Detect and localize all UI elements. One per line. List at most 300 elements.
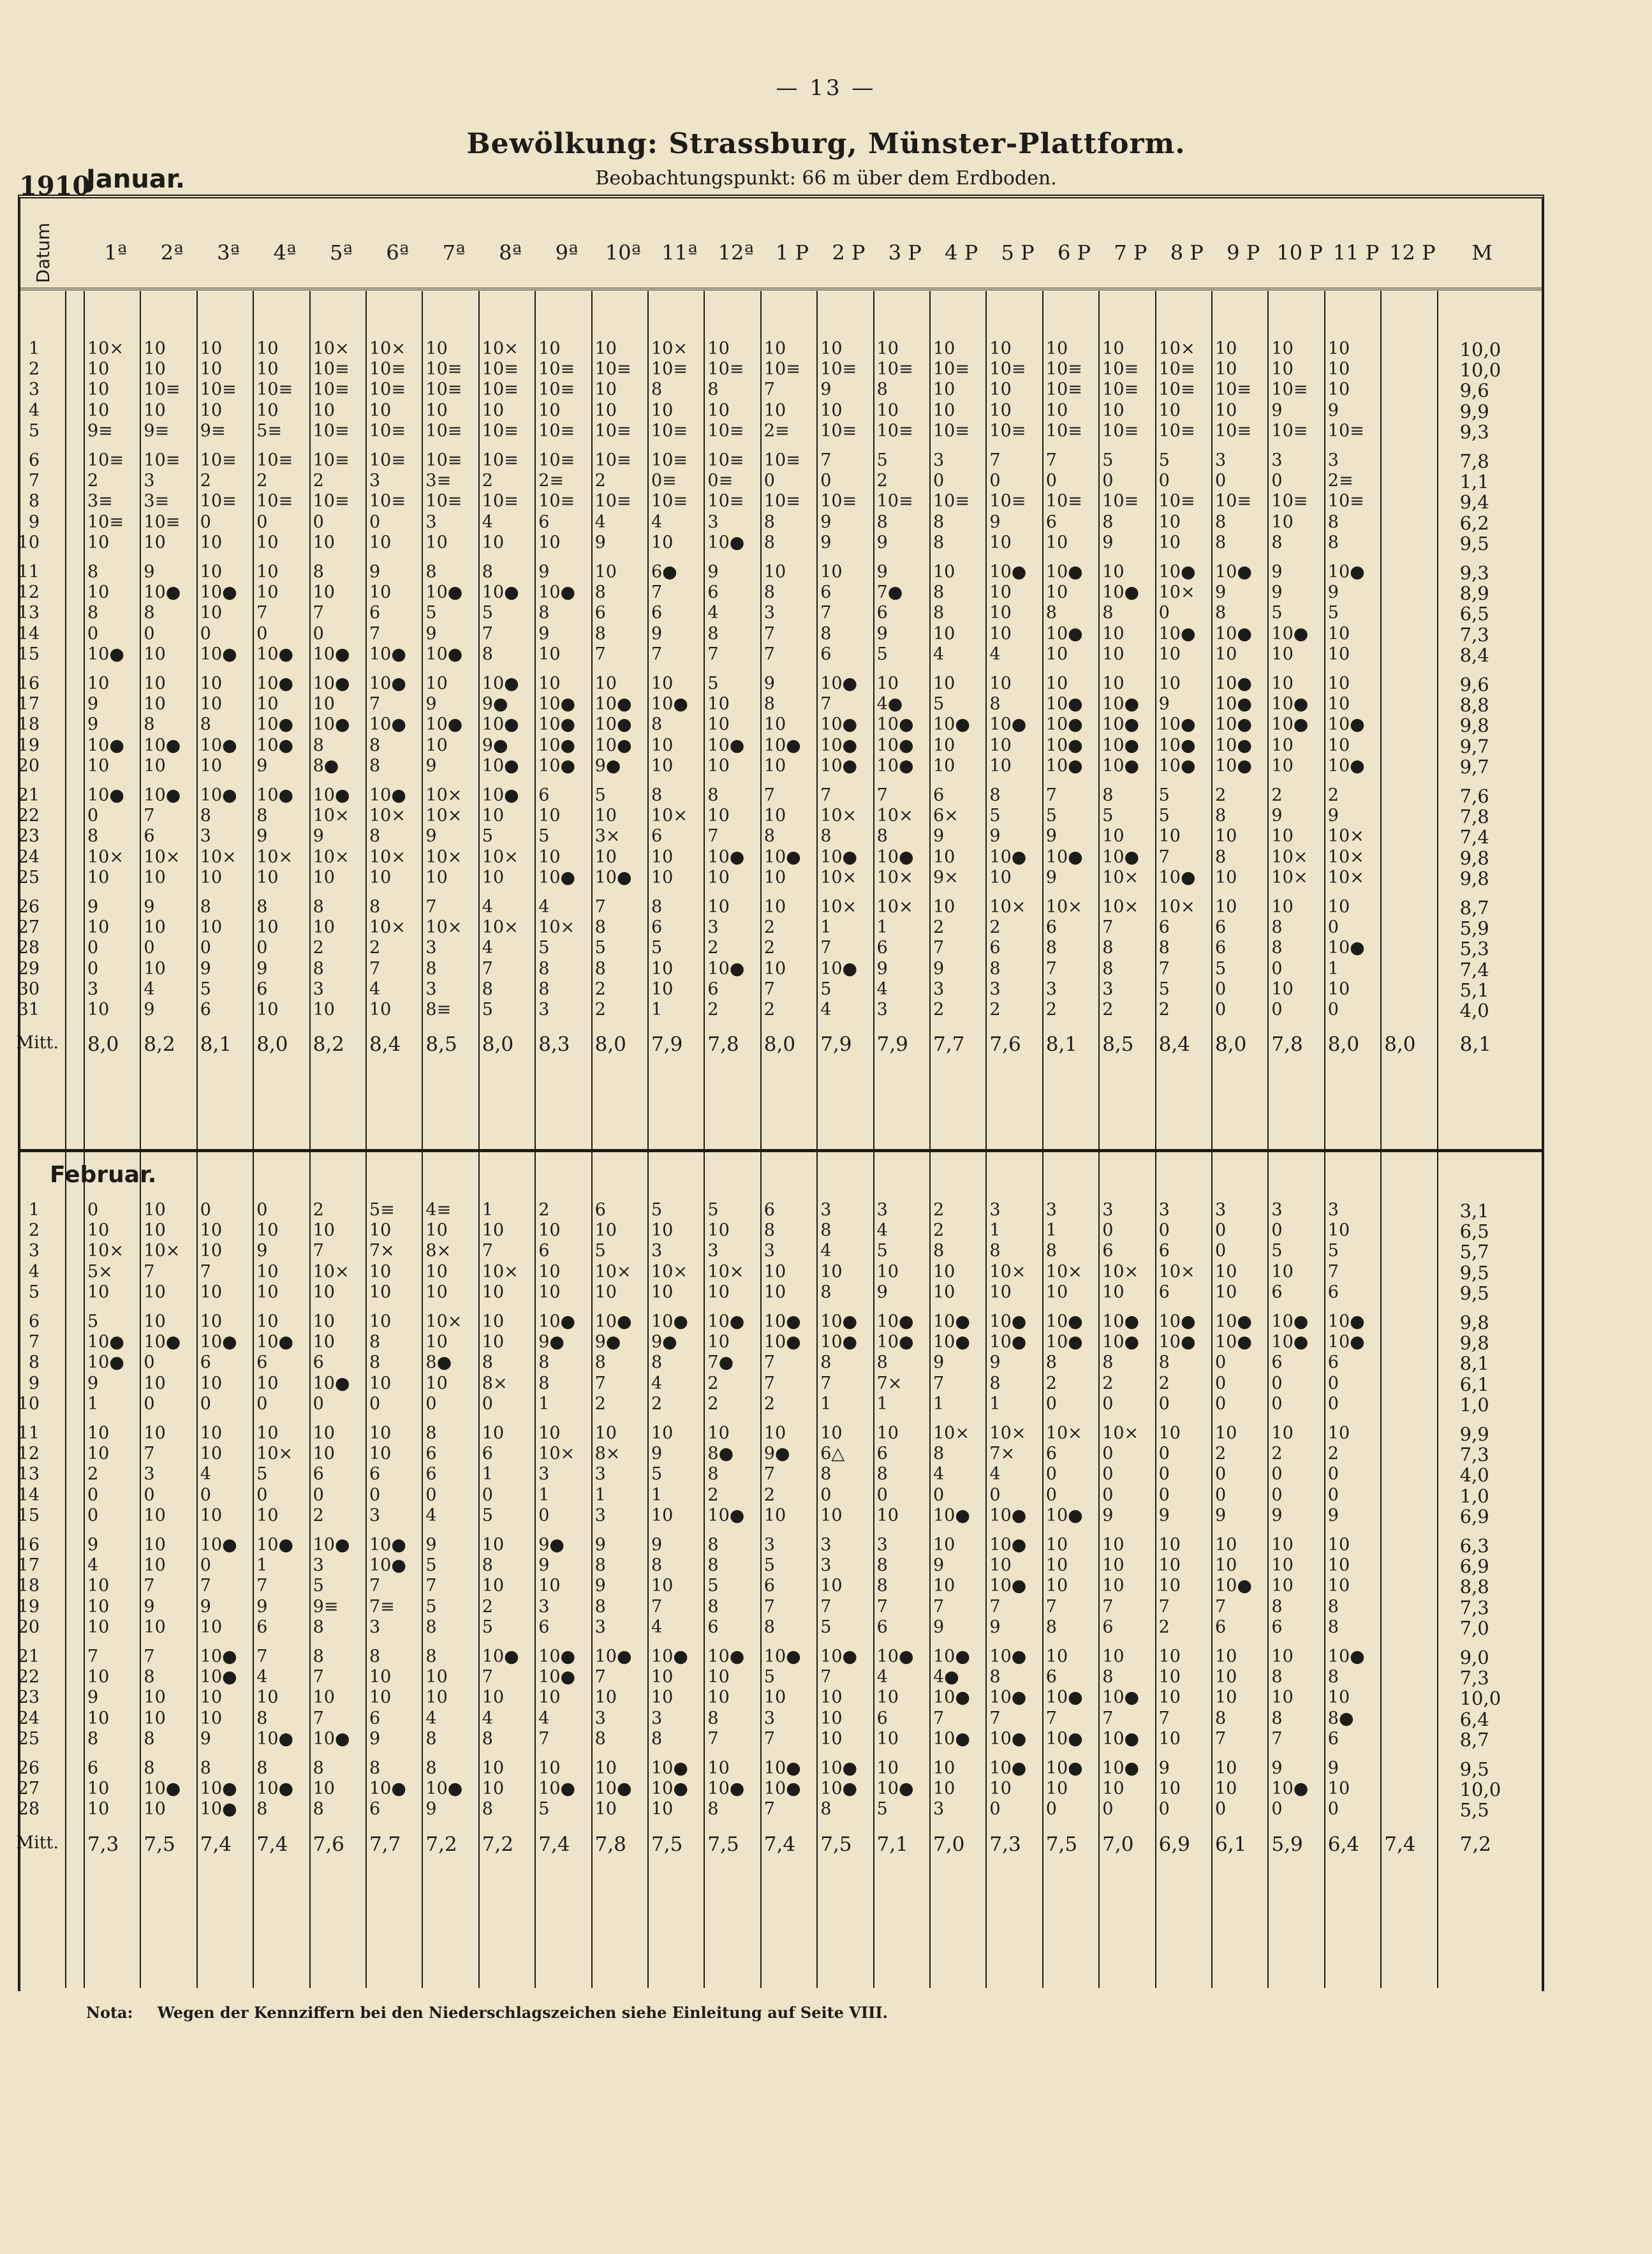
daily-mean: 8,1	[1459, 1353, 1489, 1375]
cloud-value: 10	[594, 1220, 617, 1241]
cloud-value: 8×	[425, 1241, 452, 1261]
table-row	[17, 644, 1542, 666]
cloud-value: 10≡	[538, 380, 575, 400]
cloud-value: 2	[933, 917, 945, 938]
cloud-value: 7	[876, 785, 888, 805]
cloud-value: 5	[876, 644, 888, 664]
cloud-value: 10●	[1158, 755, 1196, 776]
daily-mean: 6,9	[1459, 1505, 1489, 1527]
cloud-value: 9	[200, 1728, 211, 1749]
cloud-value: 0	[1215, 1799, 1227, 1820]
day-number: 13	[17, 1464, 40, 1485]
cloud-value: 1	[1045, 1220, 1057, 1241]
cloud-value: 0	[87, 1505, 99, 1525]
cloud-value: 10	[1045, 1282, 1068, 1302]
daily-mean: 8,9	[1459, 582, 1489, 605]
cloud-value: 6	[1045, 512, 1057, 532]
cloud-value: 10	[1158, 1555, 1181, 1576]
cloud-value: 10	[1215, 1647, 1237, 1666]
cloud-value: 3	[538, 1464, 550, 1485]
cloud-value: 10●	[87, 1332, 124, 1353]
cloud-value: 10●	[87, 1353, 124, 1373]
cloud-value: 10	[144, 917, 166, 938]
day-number: 13	[17, 603, 40, 623]
cloud-value: 8	[933, 1241, 945, 1261]
cloud-value: 10	[651, 1667, 674, 1687]
cloud-value: 10≡	[1271, 380, 1308, 400]
daily-mean: 7,8	[1459, 450, 1489, 472]
cloud-value: 0	[1215, 1353, 1227, 1373]
cloud-value: 10●	[369, 785, 406, 805]
table-row	[17, 1444, 1542, 1466]
cloud-value: 1	[820, 917, 832, 938]
cloud-value: 3≡	[425, 471, 452, 491]
cloud-value: 7	[1045, 450, 1057, 470]
cloud-value: 10●	[1327, 1332, 1365, 1353]
cloud-value: 10●	[989, 562, 1027, 582]
cloud-value: 10×	[1158, 582, 1195, 603]
cloud-value: 5	[707, 674, 719, 693]
cloud-value: 4●	[876, 694, 903, 715]
cloud-value: 0	[1158, 1393, 1170, 1414]
cloud-value: 10	[763, 867, 786, 887]
cloud-value: 8	[1271, 917, 1283, 938]
cloud-value: 8	[876, 512, 888, 532]
footnote	[86, 2003, 888, 2022]
cloud-value: 10	[1271, 1423, 1294, 1443]
cloud-value: 8	[594, 917, 606, 938]
cloud-value: 10	[144, 1220, 166, 1241]
cloud-value: 0	[256, 623, 268, 644]
day-number: 8	[28, 491, 40, 512]
cloud-value: 10	[876, 1728, 899, 1749]
cloud-value: 5	[1158, 806, 1170, 826]
column-header-hour: 1 P	[775, 241, 809, 265]
cloud-value: 10●	[820, 1332, 858, 1353]
cloud-value: 8	[707, 1464, 719, 1485]
cloud-value: 0	[87, 1200, 99, 1220]
cloud-value: 10	[989, 603, 1012, 623]
cloud-value: 8	[313, 897, 324, 917]
column-header-hour: 7ª	[442, 241, 466, 265]
cloud-value: 7×	[369, 1241, 395, 1261]
cloud-value: 10	[707, 1332, 730, 1353]
cloud-value: 10●	[144, 582, 181, 603]
cloud-value: 10●	[256, 1535, 294, 1555]
cloud-value: 10	[87, 1282, 110, 1302]
cloud-value: 10≡	[876, 359, 913, 380]
table-row	[20, 1353, 1542, 1375]
cloud-value: 0	[369, 1393, 381, 1414]
cloud-value: 3	[989, 979, 1001, 999]
cloud-value: 1	[87, 1393, 99, 1414]
cloud-value: 10	[594, 1799, 617, 1820]
cloud-value: 10≡	[651, 491, 688, 512]
cloud-value: 10	[256, 359, 279, 380]
cloud-value: 7	[763, 644, 775, 664]
day-number: 3	[28, 380, 40, 400]
cloud-value: 8	[707, 623, 719, 644]
cloud-value: 10	[538, 674, 561, 693]
cloud-value: 6	[425, 1444, 437, 1464]
cloud-value: 0	[144, 1485, 155, 1505]
cloud-value: 10	[144, 1312, 166, 1331]
cloud-value: 10	[482, 1282, 505, 1302]
cloud-value: 10	[1215, 1423, 1237, 1443]
cloud-value: 10●	[707, 1312, 745, 1331]
cloud-value: 10●	[707, 1647, 745, 1666]
cloud-value: 10≡	[1215, 420, 1251, 441]
cloud-value: 9≡	[313, 1596, 339, 1617]
cloud-value: 10	[763, 1261, 786, 1282]
cloud-value: 10	[1215, 400, 1237, 420]
cloud-value: 6	[876, 1708, 888, 1728]
cloud-value: 10≡	[1271, 491, 1308, 512]
table-row	[20, 1200, 1542, 1220]
cloud-value: 10●	[538, 1647, 576, 1666]
cloud-value: 10	[594, 806, 617, 826]
cloud-value: 10●	[1045, 1312, 1083, 1331]
cloud-value: 7	[763, 1353, 775, 1373]
table-row	[17, 806, 1542, 828]
cloud-value: 10●	[707, 958, 745, 979]
cloud-value: 10≡	[369, 420, 406, 441]
cloud-value: 5	[87, 1312, 99, 1331]
cloud-value: 7	[820, 450, 832, 470]
cloud-value: 10●	[651, 1647, 688, 1666]
cloud-value: 2	[989, 1000, 1001, 1019]
cloud-value: 10●	[933, 1687, 970, 1708]
cloud-value: 10	[200, 562, 223, 582]
cloud-value: 10	[1327, 1687, 1350, 1708]
daily-mean: 9,7	[1459, 735, 1489, 757]
cloud-value: 10	[87, 1799, 110, 1820]
cloud-value: 0	[1215, 1373, 1227, 1393]
hourly-mean: 6,1	[1215, 1832, 1247, 1856]
table-row	[17, 1555, 1542, 1578]
cloud-value: 10	[144, 1423, 166, 1443]
cloud-value: 2	[989, 917, 1001, 938]
cloud-value: 10	[1045, 1576, 1068, 1596]
cloud-value: 10	[1102, 623, 1125, 644]
cloud-value: 10	[200, 674, 223, 693]
cloud-value: 0	[1102, 1464, 1114, 1485]
table-row	[17, 1728, 1542, 1751]
table-row	[17, 1423, 1542, 1445]
cloud-value: 8	[651, 380, 663, 400]
cloud-value: 10●	[1102, 694, 1140, 715]
cloud-value: 0	[200, 938, 211, 958]
cloud-value: 10	[1327, 380, 1350, 400]
cloud-value: 7	[313, 603, 324, 623]
cloud-value: 0	[87, 806, 99, 826]
cloud-value: 2	[256, 471, 268, 491]
cloud-value: 0	[1102, 1799, 1114, 1820]
cloud-value: 10≡	[369, 359, 406, 380]
cloud-value: 8	[1327, 1596, 1339, 1617]
cloud-value: 1	[1327, 958, 1339, 979]
cloud-value: 10●	[1045, 1687, 1083, 1708]
cloud-value: 10	[256, 1373, 279, 1393]
cloud-value: 10	[144, 694, 166, 715]
cloud-value: 9	[256, 958, 268, 979]
day-number: 26	[17, 1758, 40, 1778]
cloud-value: 10	[651, 1282, 674, 1302]
cloud-value: 10	[87, 1423, 110, 1443]
cloud-value: 0	[1271, 1373, 1283, 1393]
cloud-value: 10●	[989, 715, 1027, 735]
cloud-value: 8	[1271, 1708, 1283, 1728]
mitt-label: Mitt.	[16, 1033, 59, 1053]
cloud-value: 10≡	[482, 420, 519, 441]
cloud-value: 10●	[707, 532, 745, 552]
cloud-value: 8	[256, 806, 268, 826]
daily-mean: 8,7	[1459, 1728, 1489, 1751]
cloud-value: 10	[369, 1667, 392, 1687]
cloud-value: 0	[1327, 1464, 1339, 1485]
cloud-value: 3	[1327, 1200, 1339, 1220]
cloud-value: 8	[1102, 958, 1114, 979]
cloud-value: 8	[482, 644, 493, 664]
cloud-value: 10	[933, 897, 955, 917]
cloud-value: 10	[425, 1667, 448, 1687]
cloud-value: 10●	[1271, 1312, 1309, 1331]
cloud-value: 7	[1102, 1596, 1114, 1617]
daily-mean: 8,4	[1459, 644, 1489, 666]
cloud-value: 10	[313, 1000, 335, 1019]
cloud-value: 8	[538, 603, 550, 623]
column-header-hour: 10 P	[1276, 241, 1323, 265]
cloud-value: 7	[989, 1708, 1001, 1728]
cloud-value: 2	[1271, 1444, 1283, 1464]
cloud-value: 2	[87, 471, 99, 491]
cloud-value: 10≡	[594, 420, 631, 441]
cloud-value: 9●	[538, 1332, 564, 1353]
cloud-value: 10	[820, 1708, 843, 1728]
cloud-value: 9	[144, 1596, 155, 1617]
cloud-value: 10●	[313, 715, 350, 735]
hourly-mean: 7,6	[313, 1832, 344, 1856]
cloud-value: 10●	[820, 755, 858, 776]
cloud-value: 10	[1158, 1535, 1181, 1555]
cloud-value: 8	[144, 1758, 155, 1778]
cloud-value: 0	[144, 1393, 155, 1414]
cloud-value: 1	[876, 917, 888, 938]
cloud-value: 10	[1158, 512, 1181, 532]
cloud-value: 9	[989, 512, 1001, 532]
cloud-value: 2	[707, 1373, 719, 1393]
table-row	[20, 512, 1542, 532]
column-header-hour: 4ª	[273, 241, 297, 265]
cloud-value: 10●	[1215, 1332, 1252, 1353]
cloud-value: 10●	[1327, 938, 1365, 958]
cloud-value: 0	[369, 1485, 381, 1505]
daily-mean: 7,3	[1459, 1596, 1489, 1619]
hourly-mean: 7,4	[763, 1832, 796, 1856]
cloud-value: 8	[933, 603, 945, 623]
cloud-value: 5	[594, 938, 606, 958]
cloud-value: 10×	[313, 847, 350, 867]
cloud-value: 10	[1215, 1758, 1237, 1778]
cloud-value: 5	[651, 1464, 663, 1485]
cloud-value: 10	[425, 1332, 448, 1353]
cloud-value: 10●	[425, 715, 463, 735]
cloud-value: 10●	[200, 1647, 237, 1666]
cloud-value: 10	[144, 674, 166, 693]
cloud-value: 10	[200, 694, 223, 715]
cloud-value: 0	[1327, 1485, 1339, 1505]
cloud-value: 10●	[763, 1312, 801, 1331]
cloud-value: 10●	[876, 755, 914, 776]
cloud-value: 10	[763, 1687, 786, 1708]
cloud-value: 9	[594, 1576, 606, 1596]
cloud-value: 10	[256, 532, 279, 552]
cloud-value: 3	[933, 450, 945, 470]
table-row	[17, 1596, 1542, 1619]
cloud-value: 10	[144, 400, 166, 420]
cloud-value: 10	[1327, 644, 1350, 664]
cloud-value: 2	[933, 1220, 945, 1241]
table-row	[20, 1220, 1542, 1243]
cloud-value: 2	[1158, 1000, 1170, 1019]
cloud-value: 10≡	[256, 450, 293, 470]
cloud-value: 5	[538, 1799, 550, 1820]
cloud-value: 10	[989, 339, 1012, 359]
cloud-value: 10	[144, 1617, 166, 1637]
cloud-value: 10	[538, 400, 561, 420]
cloud-value: 4	[594, 512, 606, 532]
cloud-value: 10	[1158, 1423, 1181, 1443]
cloud-value: 3	[369, 1505, 381, 1525]
cloud-value: 8	[1102, 603, 1114, 623]
cloud-value: 3	[1271, 1200, 1283, 1220]
cloud-value: 5	[594, 785, 606, 805]
cloud-value: 10×	[369, 847, 406, 867]
hourly-mean: 7,0	[933, 1832, 965, 1856]
cloud-value: 10	[1327, 1423, 1350, 1443]
cloud-value: 10×	[200, 847, 237, 867]
cloud-value: 5≡	[369, 1200, 395, 1220]
cloud-value: 10●	[1327, 755, 1365, 776]
cloud-value: 10	[256, 1423, 279, 1443]
daily-mean: 6,1	[1459, 1373, 1489, 1395]
cloud-value: 0	[1215, 1220, 1227, 1241]
cloud-value: 2	[1045, 1373, 1057, 1393]
cloud-value: 9	[87, 715, 99, 735]
cloud-value: 3×	[594, 826, 621, 847]
day-number: 4	[28, 400, 40, 420]
day-number: 12	[17, 1444, 40, 1464]
cloud-value: 2	[763, 1000, 775, 1019]
cloud-value: 10×	[1045, 1423, 1082, 1443]
day-number: 22	[17, 1667, 40, 1687]
hourly-mean: 7,0	[1102, 1832, 1134, 1856]
cloud-value: 9	[1158, 694, 1170, 715]
cloud-value: 10	[200, 1505, 223, 1525]
cloud-value: 10	[87, 1708, 110, 1728]
cloud-value: 6	[876, 1617, 888, 1637]
hourly-mean: 8,0	[763, 1033, 796, 1057]
cloud-value: 9	[933, 1617, 945, 1637]
cloud-value: 6	[763, 1200, 775, 1220]
cloud-value: 10	[256, 1687, 279, 1708]
cloud-value: 10	[200, 755, 223, 776]
day-number: 23	[17, 1687, 40, 1708]
cloud-value: 10	[87, 380, 110, 400]
cloud-value: 10	[1271, 1261, 1294, 1282]
cloud-value: 1	[482, 1200, 493, 1220]
daily-mean: 9,8	[1459, 847, 1489, 869]
cloud-value: 3	[989, 1200, 1001, 1220]
cloud-value: 10≡	[594, 491, 631, 512]
column-header-hour: 1ª	[104, 241, 127, 265]
cloud-value: 10	[200, 867, 223, 887]
table-row	[20, 401, 1542, 420]
day-number: 16	[17, 1535, 40, 1555]
cloud-value: 10	[369, 1261, 392, 1282]
cloud-value: 3	[820, 1555, 832, 1576]
cloud-value: 10	[989, 380, 1012, 400]
cloud-value: 10●	[1271, 1779, 1309, 1799]
cloud-value: 10	[369, 1312, 392, 1331]
cloud-value: 10●	[707, 735, 745, 755]
cloud-value: 8	[933, 1444, 945, 1464]
cloud-value: 10	[425, 339, 448, 359]
cloud-value: 10●	[369, 1779, 406, 1799]
cloud-value: 10	[763, 897, 786, 917]
cloud-value: 10●	[1215, 623, 1252, 644]
table-row	[17, 938, 1542, 960]
cloud-value: 10	[369, 1373, 392, 1393]
cloud-value: 5	[876, 1799, 888, 1820]
day-number: 16	[17, 674, 40, 693]
cloud-value: 3	[763, 1535, 775, 1555]
cloud-value: 10	[989, 400, 1012, 420]
cloud-value: 10≡	[313, 420, 350, 441]
monthly-mean-row	[16, 1033, 1542, 1057]
cloud-value: 9	[933, 1353, 945, 1373]
hourly-mean: 8,1	[200, 1033, 232, 1057]
cloud-value: 6	[1215, 938, 1227, 958]
cloud-value: 10≡	[933, 491, 970, 512]
cloud-value: 9×	[933, 867, 959, 887]
cloud-value: 10	[707, 867, 730, 887]
cloud-value: 0	[1102, 1220, 1114, 1241]
cloud-value: 10●	[482, 715, 519, 735]
cloud-value: 0	[200, 1485, 211, 1505]
cloud-value: 5	[425, 1596, 437, 1617]
cloud-value: 10	[538, 1687, 561, 1708]
cloud-value: 10≡	[144, 512, 181, 532]
daily-mean: 5,7	[1459, 1241, 1489, 1263]
cloud-value: 8	[763, 694, 775, 715]
cloud-value: 7	[313, 1667, 324, 1687]
cloud-value: 2	[1327, 1444, 1339, 1464]
cloud-value: 10	[425, 1373, 448, 1393]
cloud-value: 10	[369, 582, 392, 603]
cloud-value: 6	[651, 917, 663, 938]
cloud-value: 10●	[933, 715, 970, 735]
cloud-value: 8	[933, 512, 945, 532]
cloud-value: 10	[1215, 1261, 1237, 1282]
cloud-value: 0	[256, 1200, 268, 1220]
day-number: 25	[17, 1728, 40, 1749]
day-number: 19	[17, 735, 40, 755]
cloud-value: 10●	[594, 1647, 632, 1666]
cloud-value: 9	[425, 694, 437, 715]
cloud-value: 9	[1271, 806, 1283, 826]
cloud-value: 0	[1327, 1000, 1339, 1019]
